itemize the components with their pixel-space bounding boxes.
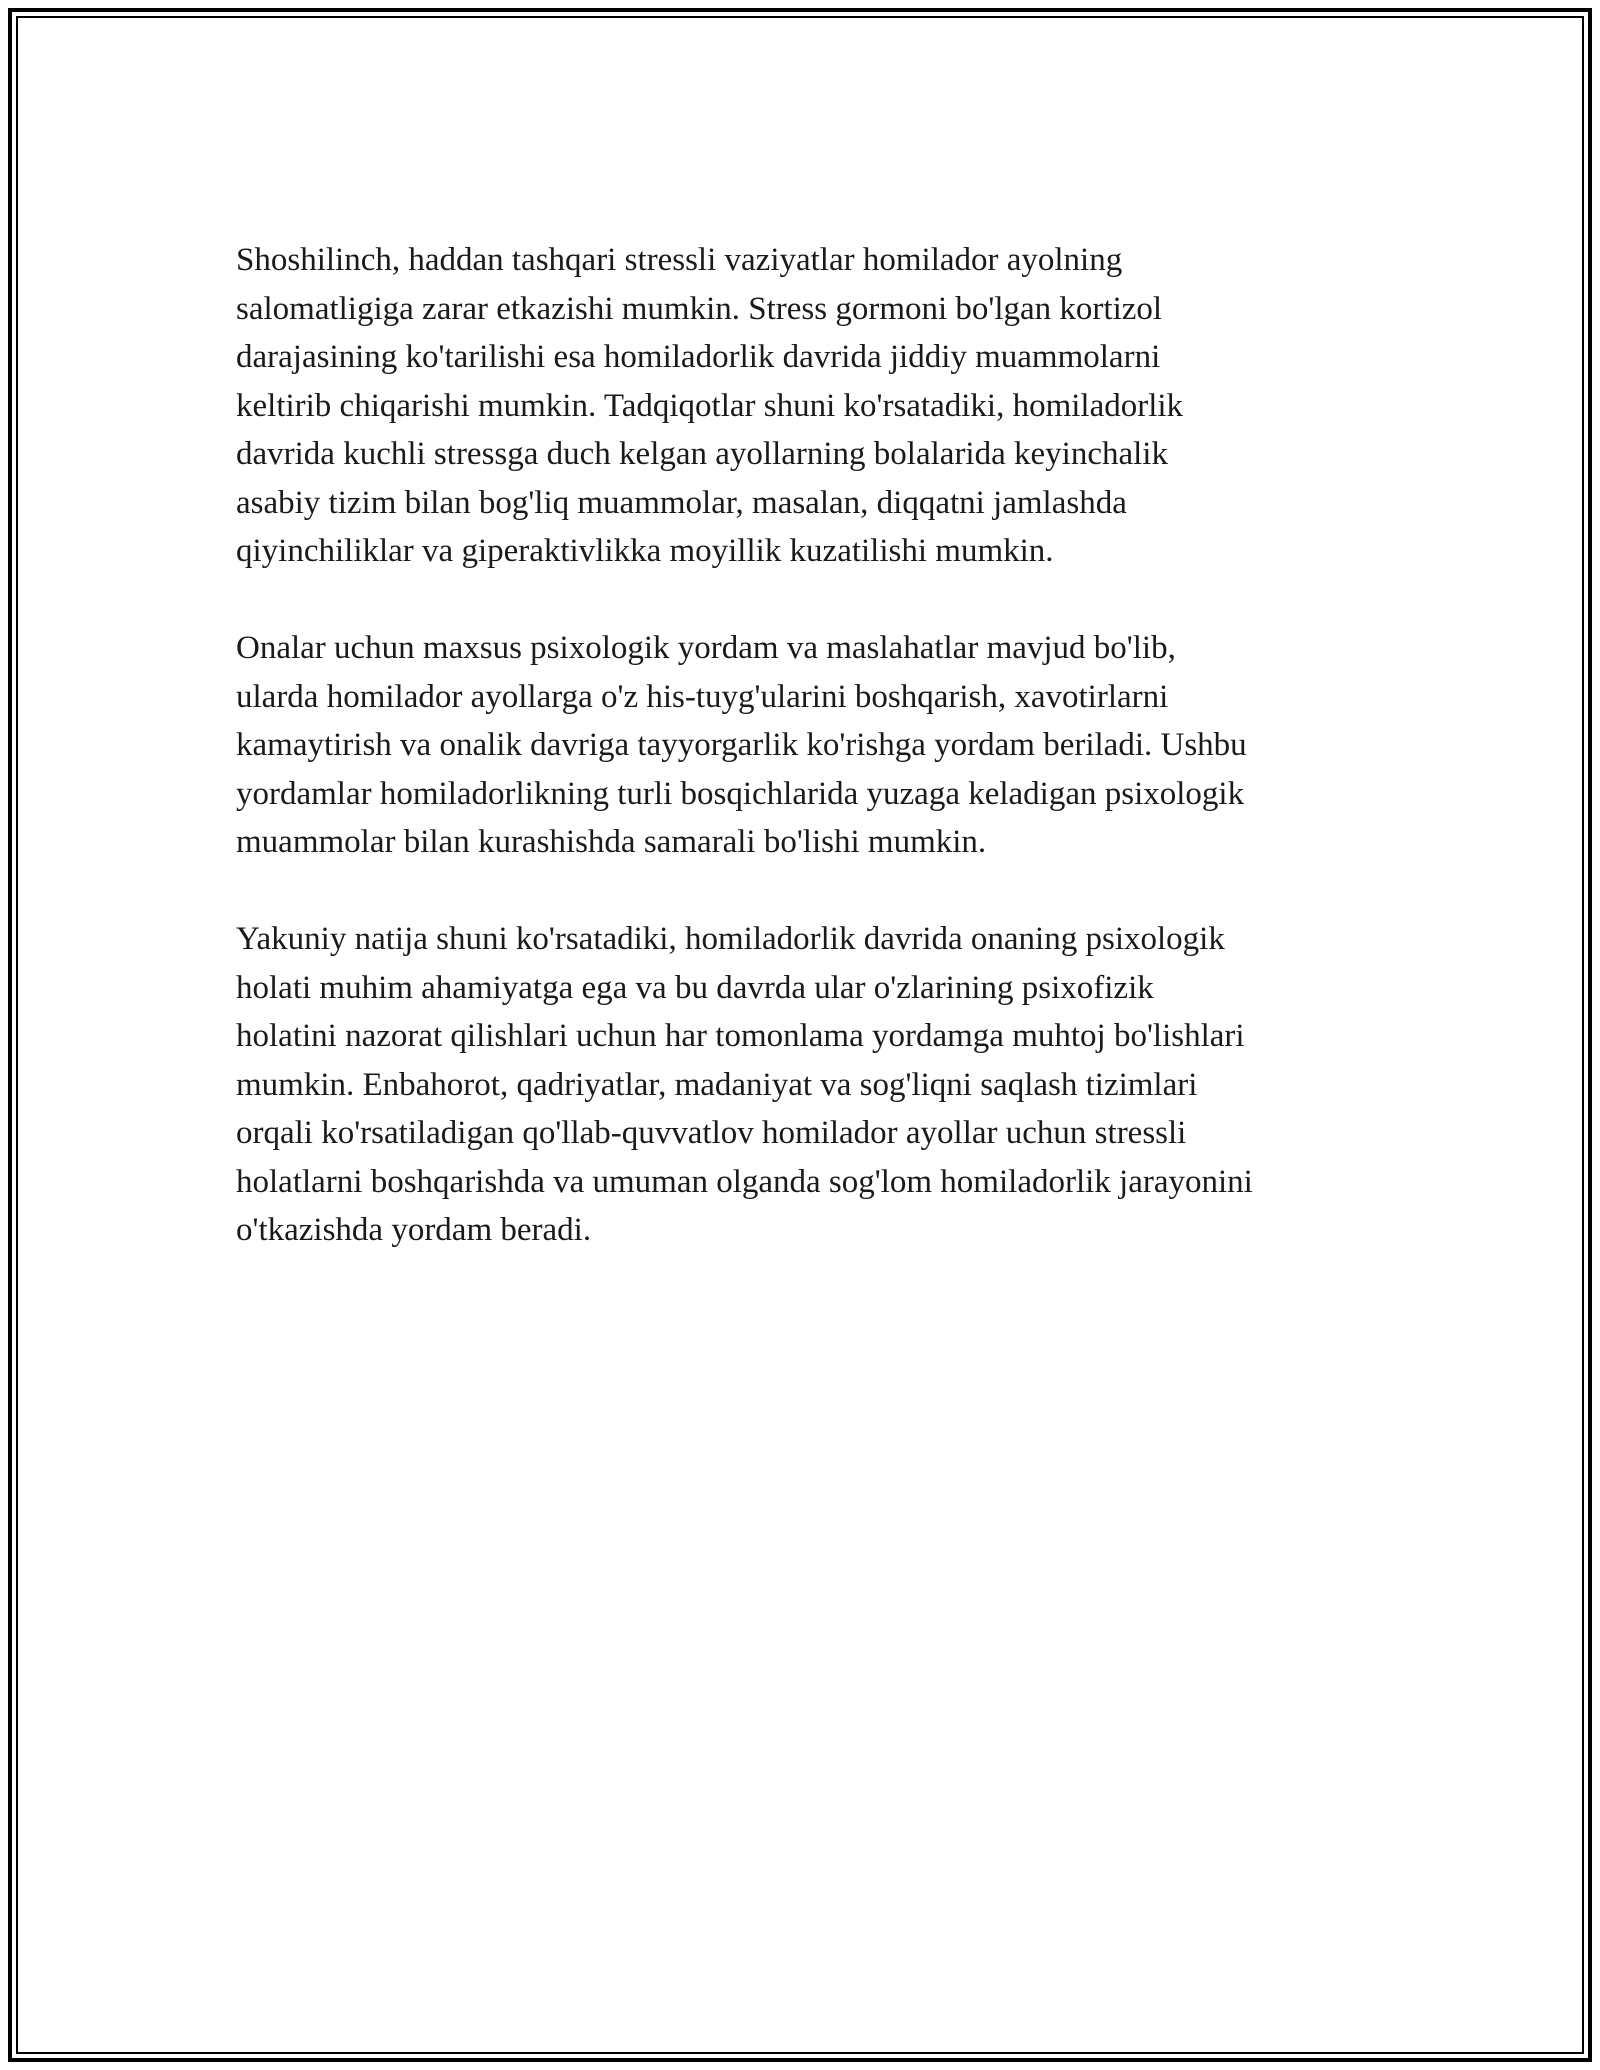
document-body (236, 236, 1376, 1303)
paragraph-stress-effects: Shoshilinch, haddan tashqari stressli vaziyatlar homilador ayolning salomatligiga zarar etkazishi mumkin. Stress gormoni bo'lgan kortizol darajasining ko'tarilishi esa homiladorlik davrida jiddiy muammolarni keltirib chiqarishi mumkin. Tadqiqotlar shuni ko'rsatadiki, homiladorlik davrida kuchli stressga duch kelgan ayollarning bolalarida keyinchalik asabiy tizim bilan bog'liq muammolar, masalan, diqqatni jamlashda qiyinchiliklar va giperaktivlikka moyillik kuzatilishi mumkin. (236, 242, 1184, 569)
paragraph-psychological-support: Onalar uchun maxsus psixologik yordam va maslahatlar mavjud bo'lib, ularda homilador ayollarga o'z his-tuyg'ularini boshqarish, xavotirlarni kamaytirish va onalik davriga tayyorgarlik ko'rishga yordam beriladi. Ushbu yordamlar homiladorlikning turli bosqichlarida yuzaga keladigan psixologik muammolar bilan kurashishda samarali bo'lishi mumkin. (236, 630, 1247, 860)
paragraph-conclusion: Yakuniy natija shuni ko'rsatadiki, homiladorlik davrida onaning psixologik holati muhim ahamiyatga ega va bu davrda ular o'zlarining psixofizik holatini nazorat qilishlari uchun har tomonlama yordamga muhtoj bo'lishlari mumkin. Enbahorot, qadriyatlar, madaniyat va sog'liqni saqlash tizimlari orqali ko'rsatiladigan qo'llab-quvvatlov homilador ayollar uchun stressli holatlarni boshqarishda va umuman olganda sog'lom homiladorlik jarayonini o'tkazishda yordam beradi. (236, 921, 1253, 1248)
